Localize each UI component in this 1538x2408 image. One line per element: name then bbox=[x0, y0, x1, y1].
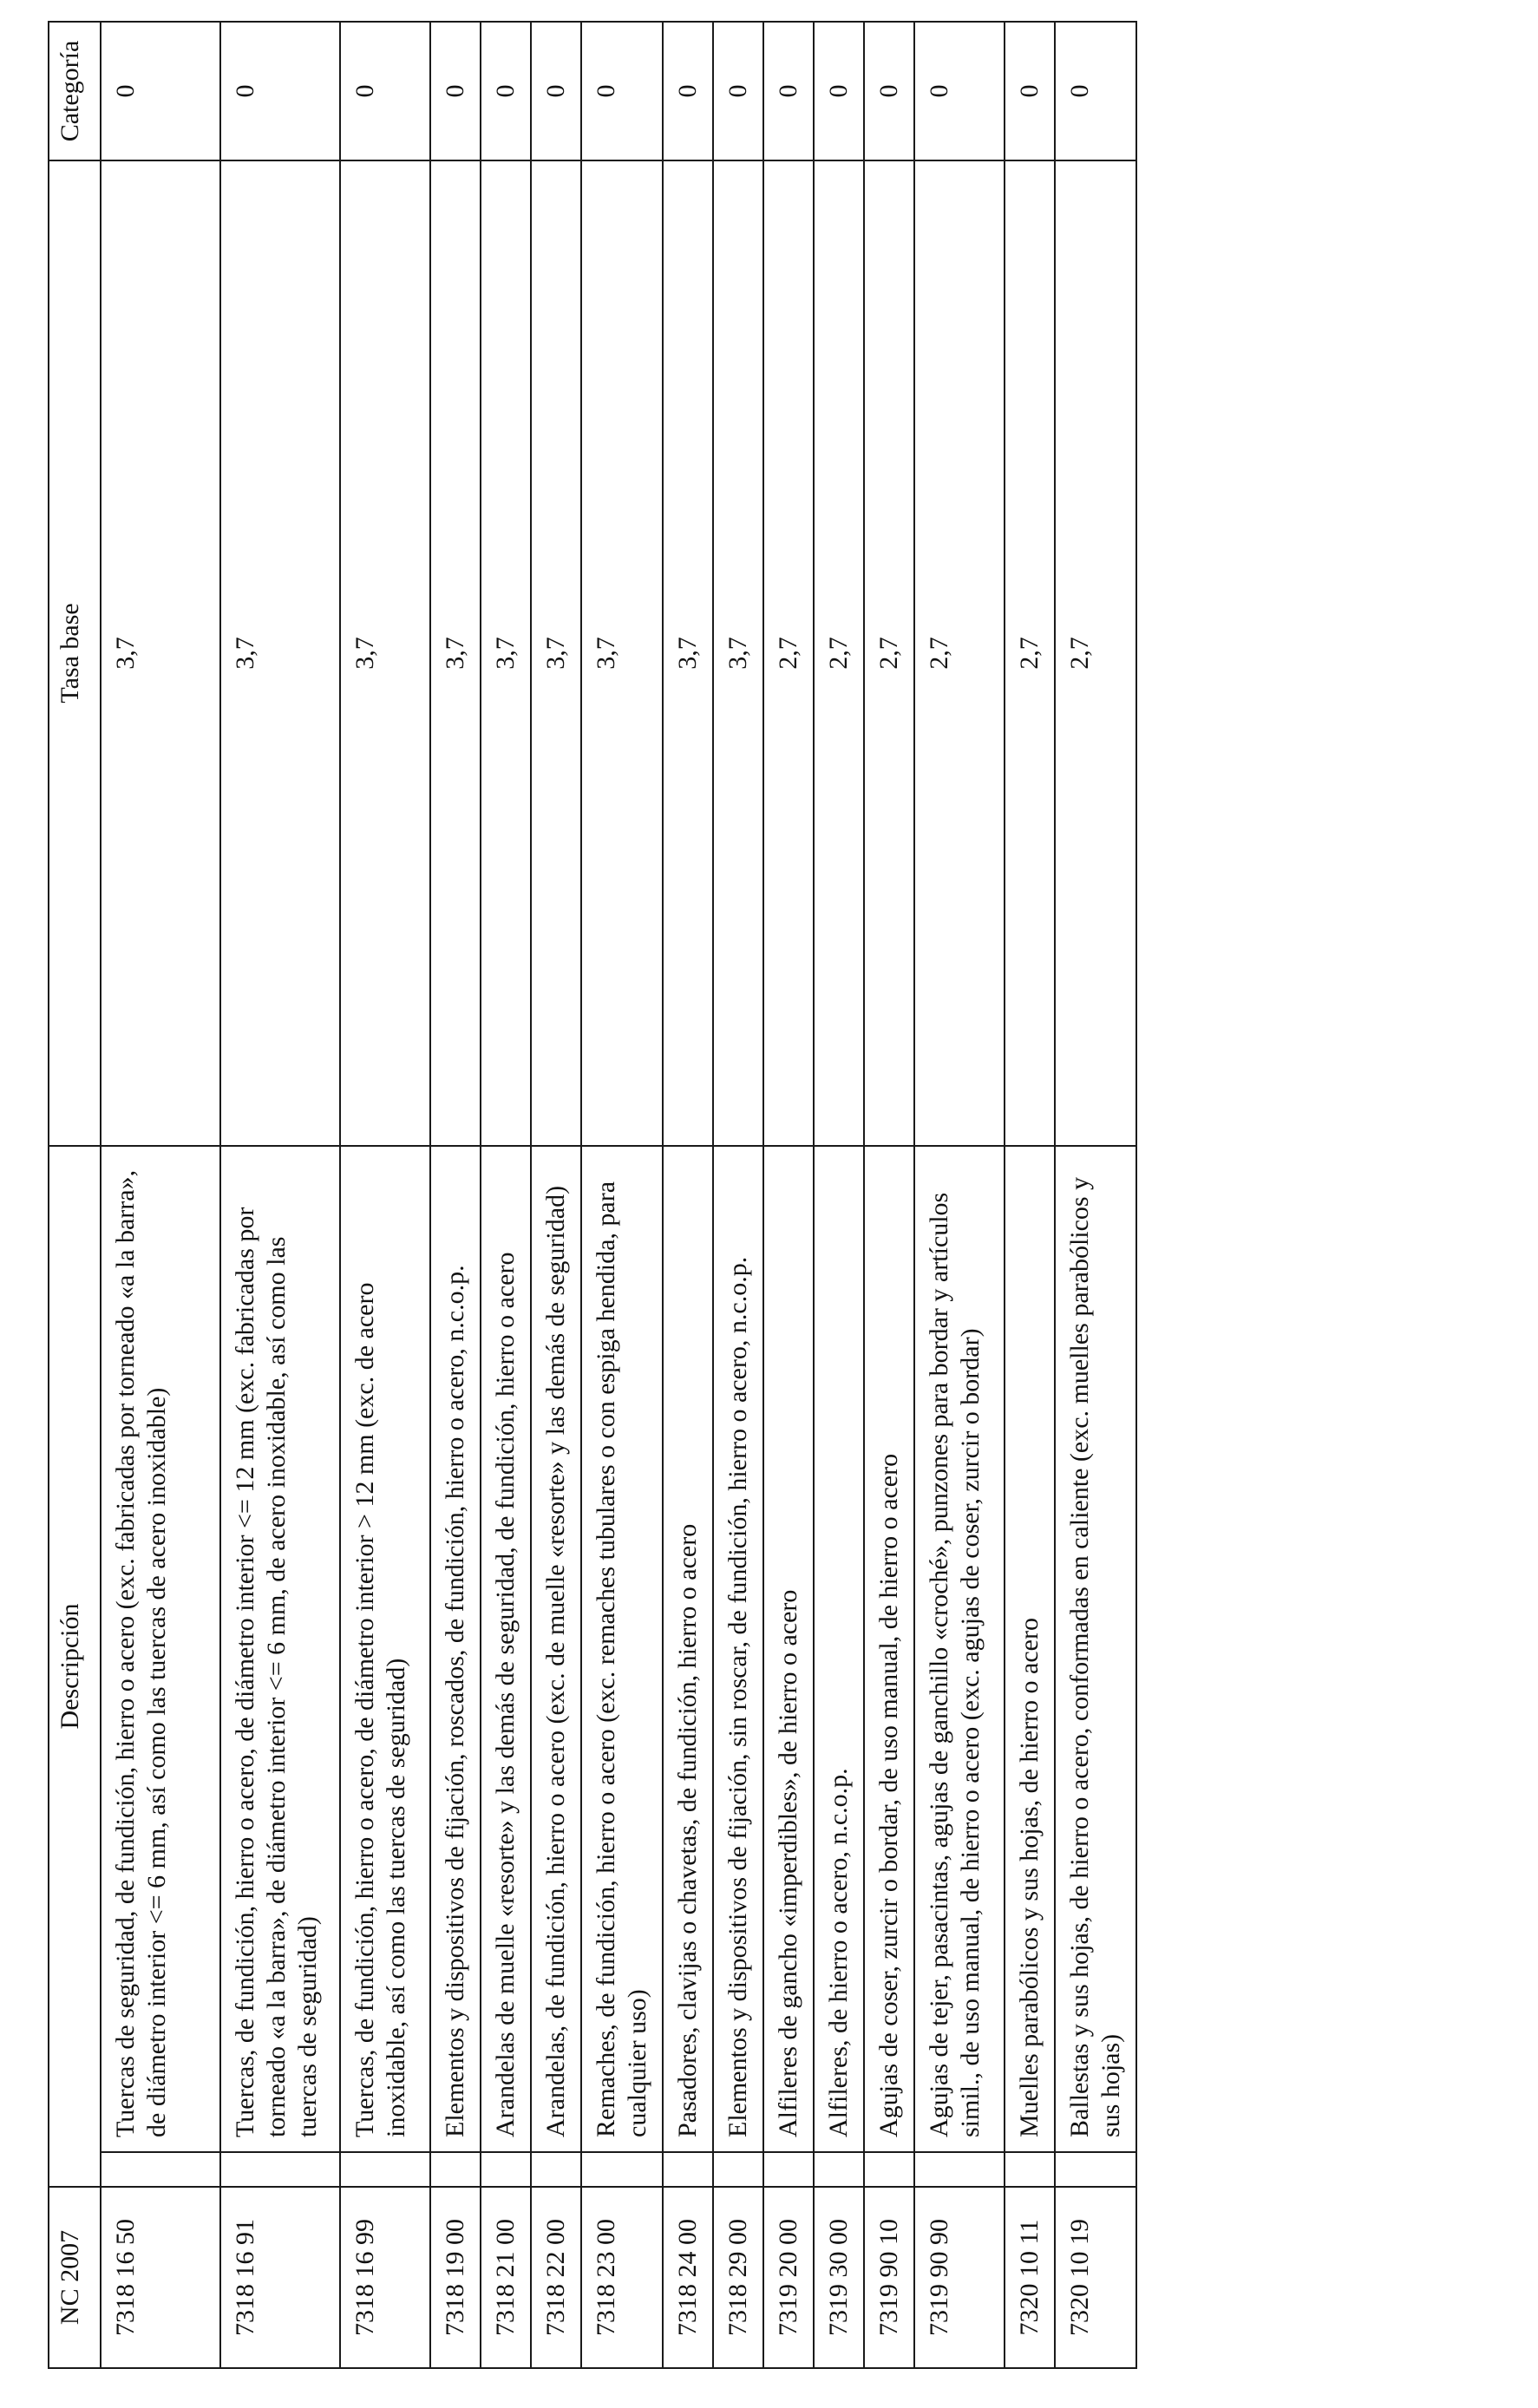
row-category: 0 bbox=[864, 22, 914, 160]
row-category: 0 bbox=[531, 22, 581, 160]
row-rate: 3,7 bbox=[430, 160, 481, 1146]
row-category: 0 bbox=[713, 22, 763, 160]
row-description: Ballestas y sus hojas, de hierro o acero, conformadas en caliente (exc. muelles parabólicos y sus hojas) bbox=[1055, 1146, 1136, 2152]
row-code: 7318 19 00 bbox=[430, 2187, 481, 2368]
row-rate: 3,7 bbox=[340, 160, 430, 1146]
row-category: 0 bbox=[220, 22, 340, 160]
row-description: Elementos y dispositivos de fijación, sin roscar, de fundición, hierro o acero, n.c.o.p. bbox=[713, 1146, 763, 2152]
row-spacer bbox=[531, 2152, 581, 2187]
row-category: 0 bbox=[581, 22, 663, 160]
tariff-table bbox=[48, 21, 1137, 2369]
table-row bbox=[814, 22, 864, 2368]
row-spacer bbox=[864, 2152, 914, 2187]
row-description: Alfileres de gancho «imperdibles», de hierro o acero bbox=[763, 1146, 814, 2152]
row-code: 7318 29 00 bbox=[713, 2187, 763, 2368]
table-row bbox=[663, 22, 713, 2368]
row-spacer bbox=[220, 2152, 340, 2187]
row-category: 0 bbox=[101, 22, 220, 160]
row-rate: 2,7 bbox=[1005, 160, 1055, 1146]
row-code: 7320 10 19 bbox=[1055, 2187, 1136, 2368]
row-category: 0 bbox=[1055, 22, 1136, 160]
table-row bbox=[914, 22, 1005, 2368]
row-description: Muelles parabólicos y sus hojas, de hierro o acero bbox=[1005, 1146, 1055, 2152]
row-description: Tuercas, de fundición, hierro o acero, de diámetro interior <= 12 mm (exc. fabricadas por torneado «a la barra», de diámetro interior <= 6 mm, de acero inoxidable, así como las tuercas de seguridad) bbox=[220, 1146, 340, 2152]
row-category: 0 bbox=[340, 22, 430, 160]
row-category: 0 bbox=[663, 22, 713, 160]
row-description: Tuercas de seguridad, de fundición, hierro o acero (exc. fabricadas por torneado «a la barra», de diámetro interior <= 6 mm, así como las tuercas de acero inoxidable) bbox=[101, 1146, 220, 2152]
row-description: Alfileres, de hierro o acero, n.c.o.p. bbox=[814, 1146, 864, 2152]
row-category: 0 bbox=[914, 22, 1005, 160]
table-row bbox=[864, 22, 914, 2368]
row-rate: 3,7 bbox=[481, 160, 531, 1146]
header-category: Categoría bbox=[49, 22, 101, 160]
row-spacer bbox=[101, 2152, 220, 2187]
table-body bbox=[101, 22, 1136, 2368]
table-row bbox=[340, 22, 430, 2368]
row-rate: 2,7 bbox=[914, 160, 1005, 1146]
row-spacer bbox=[663, 2152, 713, 2187]
table-row bbox=[1005, 22, 1055, 2368]
row-code: 7320 10 11 bbox=[1005, 2187, 1055, 2368]
row-spacer bbox=[430, 2152, 481, 2187]
row-spacer bbox=[713, 2152, 763, 2187]
row-category: 0 bbox=[763, 22, 814, 160]
row-code: 7318 16 91 bbox=[220, 2187, 340, 2368]
row-code: 7318 22 00 bbox=[531, 2187, 581, 2368]
table-row bbox=[1055, 22, 1136, 2368]
row-rate: 2,7 bbox=[1055, 160, 1136, 1146]
table-row bbox=[101, 22, 220, 2368]
table-row bbox=[531, 22, 581, 2368]
row-description: Pasadores, clavijas o chavetas, de fundición, hierro o acero bbox=[663, 1146, 713, 2152]
row-spacer bbox=[340, 2152, 430, 2187]
row-rate: 3,7 bbox=[101, 160, 220, 1146]
row-category: 0 bbox=[481, 22, 531, 160]
row-code: 7318 24 00 bbox=[663, 2187, 713, 2368]
row-description: Agujas de tejer, pasacintas, agujas de ganchillo «croché», punzones para bordar y artículos simil., de uso manual, de hierro o acero (exc. agujas de coser, zurcir o bordar) bbox=[914, 1146, 1005, 2152]
row-rate: 2,7 bbox=[763, 160, 814, 1146]
row-description: Arandelas de muelle «resorte» y las demás de seguridad, de fundición, hierro o acero bbox=[481, 1146, 531, 2152]
row-rate: 3,7 bbox=[713, 160, 763, 1146]
row-spacer bbox=[763, 2152, 814, 2187]
row-spacer bbox=[814, 2152, 864, 2187]
row-code: 7318 16 50 bbox=[101, 2187, 220, 2368]
table-row bbox=[713, 22, 763, 2368]
table-row bbox=[763, 22, 814, 2368]
table-row bbox=[581, 22, 663, 2368]
row-description: Remaches, de fundición, hierro o acero (exc. remaches tubulares o con espiga hendida, para cualquier uso) bbox=[581, 1146, 663, 2152]
row-code: 7319 90 10 bbox=[864, 2187, 914, 2368]
row-rate: 3,7 bbox=[663, 160, 713, 1146]
rotated-page bbox=[48, 23, 1129, 2369]
row-category: 0 bbox=[430, 22, 481, 160]
row-rate: 3,7 bbox=[220, 160, 340, 1146]
row-spacer bbox=[1005, 2152, 1055, 2187]
header-row bbox=[49, 22, 101, 2368]
row-spacer bbox=[914, 2152, 1005, 2187]
row-rate: 3,7 bbox=[581, 160, 663, 1146]
row-code: 7319 20 00 bbox=[763, 2187, 814, 2368]
row-description: Arandelas, de fundición, hierro o acero (exc. de muelle «resorte» y las demás de seguridad) bbox=[531, 1146, 581, 2152]
row-spacer bbox=[1055, 2152, 1136, 2187]
row-category: 0 bbox=[814, 22, 864, 160]
row-spacer bbox=[581, 2152, 663, 2187]
header-description: Descripción bbox=[49, 1146, 101, 2187]
row-rate: 2,7 bbox=[814, 160, 864, 1146]
row-description: Elementos y dispositivos de fijación, roscados, de fundición, hierro o acero, n.c.o.p. bbox=[430, 1146, 481, 2152]
row-code: 7318 16 99 bbox=[340, 2187, 430, 2368]
table-row bbox=[220, 22, 340, 2368]
row-category: 0 bbox=[1005, 22, 1055, 160]
row-code: 7318 21 00 bbox=[481, 2187, 531, 2368]
row-description: Agujas de coser, zurcir o bordar, de uso manual, de hierro o acero bbox=[864, 1146, 914, 2152]
row-code: 7319 30 00 bbox=[814, 2187, 864, 2368]
row-spacer bbox=[481, 2152, 531, 2187]
row-rate: 3,7 bbox=[531, 160, 581, 1146]
row-rate: 2,7 bbox=[864, 160, 914, 1146]
row-code: 7319 90 90 bbox=[914, 2187, 1005, 2368]
row-description: Tuercas, de fundición, hierro o acero, de diámetro interior > 12 mm (exc. de acero inoxidable, así como las tuercas de seguridad) bbox=[340, 1146, 430, 2152]
table-row bbox=[481, 22, 531, 2368]
table-row bbox=[430, 22, 481, 2368]
row-code: 7318 23 00 bbox=[581, 2187, 663, 2368]
header-rate: Tasa base bbox=[49, 160, 101, 1146]
header-code: NC 2007 bbox=[49, 2187, 101, 2368]
